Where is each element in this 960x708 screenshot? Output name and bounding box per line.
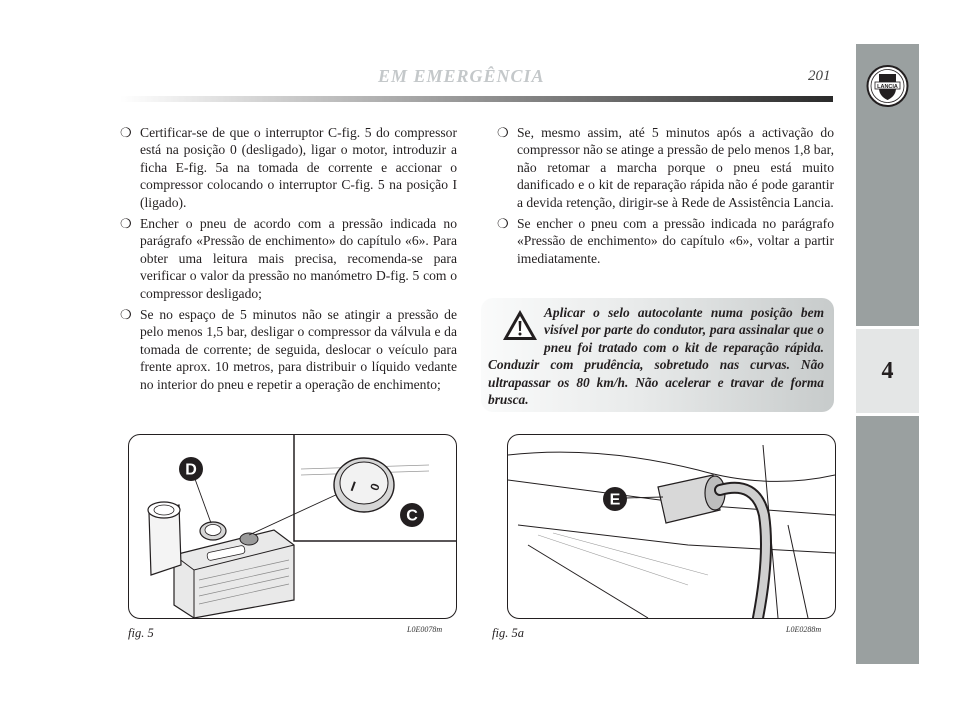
chapter-number: 4 (881, 357, 894, 384)
instruction-text: Encher o pneu de acordo com a pressão indicada no parágrafo «Pressão de enchimento» do capítulo «6». Para obter uma leitura mais precisa, recomenda-se para verificar o valor da pressão no manómetro D-fig. 5 com o compressor desligado; (140, 216, 457, 301)
instruction-text: Se, mesmo assim, até 5 minutos após a activação do compressor não se atinge a pressão de pelo menos 1,8 bar, não retomar a marcha porque o pneu está muito danificado e o kit de reparação rápida não é pode garantir a devida retenção, dirigir-se à Rede de Assistência Lancia. (517, 125, 834, 210)
running-header-title: EM EMERGÊNCIA (378, 66, 545, 86)
bullet-circle-icon: ❍ (497, 125, 509, 140)
bullet-circle-icon: ❍ (120, 125, 132, 140)
warning-text: Aplicar o selo autocolante numa posição bem visível por parte do condutor, para assinalar que o pneu foi tratado com o kit de reparação rápida. Conduzir com prudência, sobretudo nas curvas. Não ultrapassar os 80 km/h. Não acelerar e travar de forma brusca. (488, 305, 824, 408)
lancia-logo (860, 60, 915, 112)
figure-code: L0E0288m (786, 625, 822, 634)
switch-position-on: I (348, 477, 358, 495)
bullet-circle-icon: ❍ (497, 216, 509, 232)
compressor-illustration (129, 435, 456, 618)
instruction-text: Se no espaço de 5 minutos não se atingir a pressão de pelo menos 1,5 bar, desligar o compressor da válvula e da tomada de corrente; de seguida, deslocar o veículo para frente aprox. 10 metros, para distribuir o líquido vedante no interior do pneu e repetir a operação de enchimento; (140, 307, 457, 392)
instruction-item (120, 124, 457, 211)
figure-5a-socket (507, 434, 836, 619)
instruction-item (497, 124, 834, 211)
switch-position-off: 0 (367, 481, 383, 493)
chapter-indicator (856, 326, 919, 416)
instruction-item (120, 215, 457, 302)
label-e: E (609, 491, 621, 509)
instruction-item (497, 215, 834, 267)
right-text-column (497, 124, 834, 271)
bullet-circle-icon: ❍ (120, 307, 132, 323)
warning-box (481, 298, 834, 412)
left-text-column (120, 124, 457, 397)
figure-caption: fig. 5 (128, 626, 154, 640)
figure-caption: fig. 5a (492, 626, 524, 640)
instruction-text: Certificar-se de que o interruptor C-fig. 5 do compressor está na posição 0 (desligado), ligar o motor, introduzir a ficha E-fig. 5a na tomada de corrente e accionar o compressor colocando o interruptor C-fig. 5 na posição I (ligado). (140, 125, 457, 210)
bullet-circle-icon: ❍ (120, 216, 132, 232)
lancia-shield-icon (860, 60, 915, 112)
instruction-text: Se encher o pneu com a pressão indicada no parágrafo «Pressão de enchimento» do capítulo «6», voltar a partir imediatamente. (517, 216, 834, 266)
figure-code: L0E0078m (407, 625, 443, 634)
figure-5-compressor (128, 434, 457, 619)
label-c: C (406, 507, 418, 525)
header-rule (120, 96, 833, 102)
instruction-item (120, 306, 457, 393)
logo-wordmark: LANCIA (877, 83, 898, 90)
page-number: 201 (808, 68, 831, 84)
socket-illustration (508, 435, 835, 618)
label-d: D (185, 461, 197, 479)
